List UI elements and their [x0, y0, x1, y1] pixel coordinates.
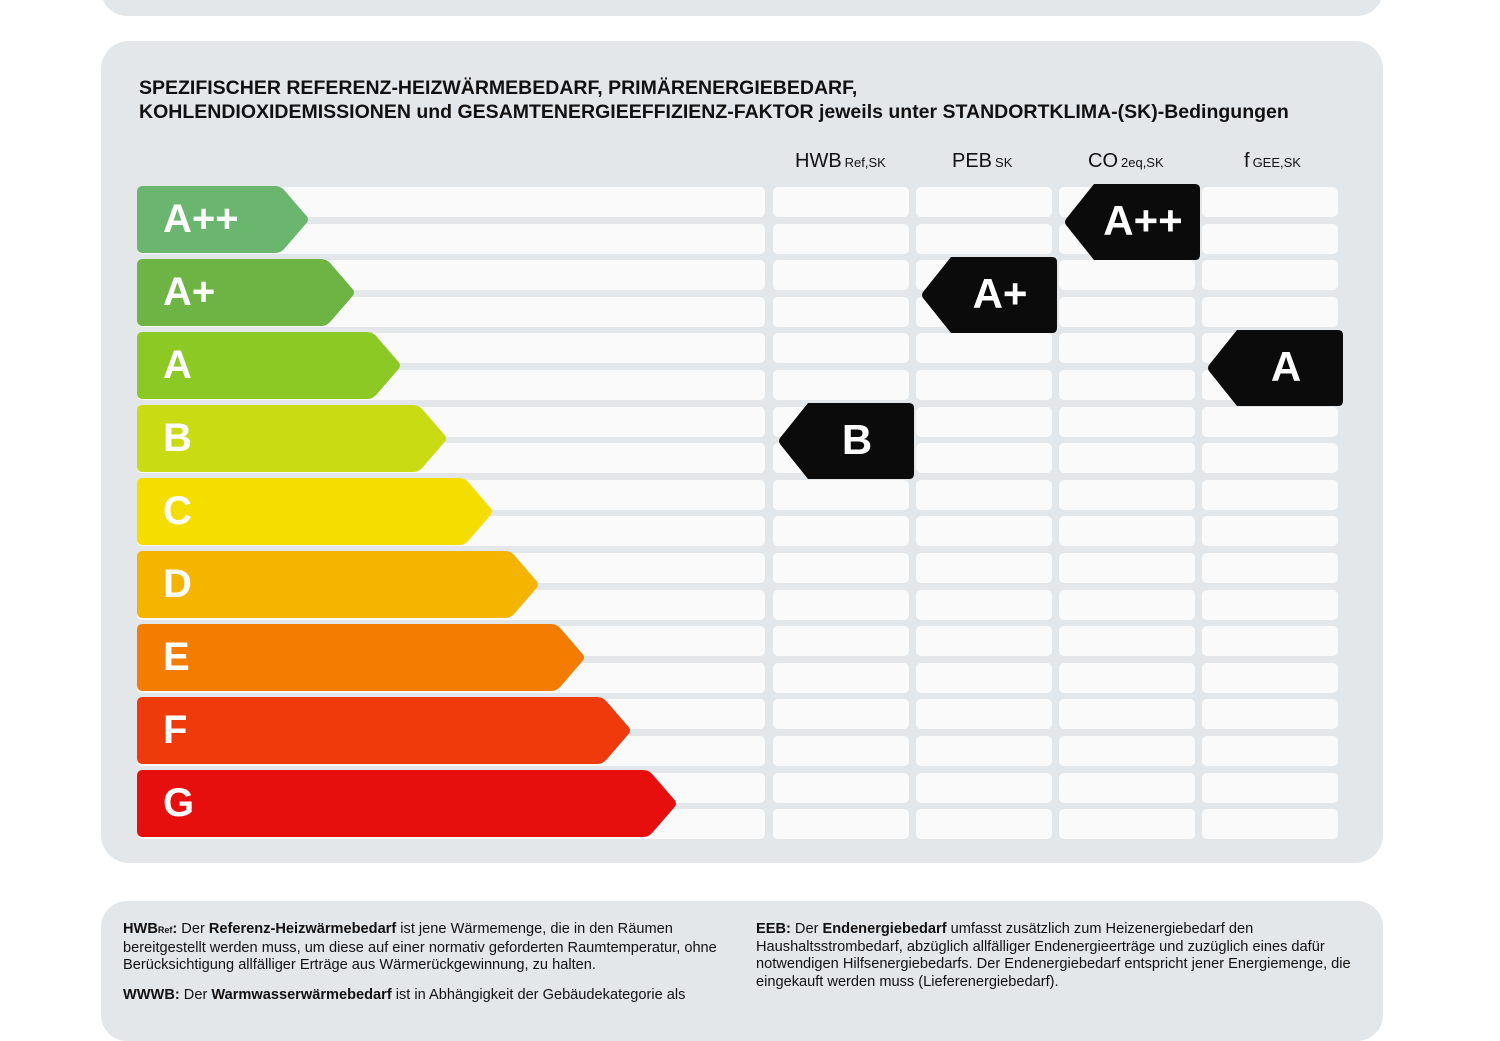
rating-cell	[773, 480, 909, 510]
legend-eeb: EEB: Der Endenergiebedarf umfasst zusätzlich zum Heizenergiebedarf den Haushaltsstrombedarf, abzüglich allfälliger Endenergieerträge und zuzüglich eines dafür notwendigen Hilfsenergiebedarfs. Der Endenergiebedarf entspricht jener Energiemenge, die eingekauft werden muss (Lieferenergiebedarf).	[756, 921, 1351, 990]
scale-arrow-aplus	[137, 259, 355, 326]
rating-cell	[916, 516, 1052, 546]
rating-cell	[773, 809, 909, 839]
rating-cell	[1059, 516, 1195, 546]
scale-arrow-label: F	[163, 708, 188, 752]
rating-cell	[773, 516, 909, 546]
rating-cell	[916, 224, 1052, 254]
column-header-fgee: fGEE,SK	[1244, 150, 1301, 172]
rating-cell	[773, 333, 909, 363]
scale-arrow-label: A	[163, 343, 192, 387]
scale-arrow-a	[137, 332, 401, 399]
rating-cell	[916, 626, 1052, 656]
rating-cell	[916, 809, 1052, 839]
scale-arrow-b	[137, 405, 447, 472]
rating-cell	[916, 553, 1052, 583]
rating-cell	[1202, 626, 1338, 656]
column-header-co2: CO 2eq,SK	[1088, 150, 1164, 172]
rating-cell	[773, 553, 909, 583]
rating-cell	[916, 736, 1052, 766]
rating-cell	[1202, 773, 1338, 803]
rating-cell	[1202, 297, 1338, 327]
rating-badge-label: A	[1270, 343, 1302, 390]
rating-cell	[1059, 699, 1195, 729]
scale-arrow-label: G	[163, 781, 195, 825]
rating-cell	[916, 370, 1052, 400]
rating-badge-label: A++	[1103, 197, 1183, 244]
scale-arrow-label: B	[163, 416, 192, 460]
rating-cell	[916, 590, 1052, 620]
rating-cell	[1202, 699, 1338, 729]
rating-cell	[1059, 370, 1195, 400]
rating-cell	[773, 187, 909, 217]
rating-cell	[1202, 260, 1338, 290]
rating-cell	[773, 699, 909, 729]
rating-cell	[1059, 333, 1195, 363]
scale-arrow-g	[137, 770, 677, 837]
rating-cell	[1202, 187, 1338, 217]
rating-cell	[1202, 553, 1338, 583]
rating-cell	[1059, 553, 1195, 583]
rating-cell	[1202, 736, 1338, 766]
column-header-peb: PEB SK	[952, 150, 1013, 172]
scale-arrow-label: C	[163, 489, 192, 533]
scale-arrow-label: A++	[163, 197, 239, 241]
rating-cell	[916, 773, 1052, 803]
rating-cell	[1202, 407, 1338, 437]
rating-cell	[773, 260, 909, 290]
rating-badge-label: A+	[972, 270, 1028, 317]
rating-cell	[773, 663, 909, 693]
scale-arrow-d	[137, 551, 539, 618]
rating-cell	[1202, 663, 1338, 693]
rating-badge-hwb	[778, 403, 914, 479]
rating-cell	[1059, 480, 1195, 510]
rating-cell	[916, 663, 1052, 693]
rating-badge-label: B	[841, 416, 873, 463]
scale-arrow-f	[137, 697, 631, 764]
rating-badge-fgee	[1207, 330, 1343, 406]
rating-badge-co2	[1064, 184, 1200, 260]
legend-right	[756, 921, 1360, 1003]
rating-cell	[916, 187, 1052, 217]
chart-title-line-2: KOHLENDIOXIDEMISSIONEN und GESAMTENERGIEEFFIZIENZ-FAKTOR jeweils unter STANDORTKLIMA-(SK)-Bedingungen	[139, 101, 1289, 123]
rating-cell	[1059, 663, 1195, 693]
rating-badge-peb	[921, 257, 1057, 333]
chart-title-line-1: SPEZIFISCHER REFERENZ-HEIZWÄRMEBEDARF, PRIMÄRENERGIEBEDARF,	[139, 77, 858, 99]
rating-cell	[1059, 590, 1195, 620]
rating-cell	[1202, 590, 1338, 620]
rating-cell	[773, 224, 909, 254]
legend-left	[123, 921, 723, 1016]
rating-cell	[1202, 809, 1338, 839]
rating-cell	[1202, 480, 1338, 510]
scale-arrow-aplusplus	[137, 186, 309, 253]
rating-cell	[916, 699, 1052, 729]
rating-cell	[1059, 260, 1195, 290]
rating-cell	[1059, 443, 1195, 473]
legend-hwb: HWBRef: Der Referenz-Heizwärmebedarf ist jene Wärmemenge, die in den Räumen bereitgestellt werden muss, um diese auf einer normativ geforderten Raumtemperatur, ohne Berücksichtigung allfälliger Erträge aus Wärmerückgewinnung, zu halten.	[123, 921, 717, 974]
scale-arrow-label: D	[163, 562, 192, 606]
rating-cell	[1202, 443, 1338, 473]
rating-cell	[1059, 736, 1195, 766]
top-panel-edge	[101, 0, 1383, 16]
scale-arrow-c	[137, 478, 493, 545]
chart-title	[139, 76, 1359, 124]
rating-cell	[1059, 773, 1195, 803]
rating-cell	[1202, 224, 1338, 254]
scale-arrow-label: E	[163, 635, 190, 679]
rating-cell	[1059, 407, 1195, 437]
scale-arrow-label: A+	[163, 270, 216, 314]
column-header-hwb: HWB Ref,SK	[795, 150, 886, 172]
rating-cell	[1059, 809, 1195, 839]
rating-cell	[916, 443, 1052, 473]
rating-cell	[773, 590, 909, 620]
rating-cell	[916, 480, 1052, 510]
legend-wwwb: WWWB: Der Warmwasserwärmebedarf ist in Abhängigkeit der Gebäudekategorie als	[123, 986, 686, 1003]
rating-cell	[773, 736, 909, 766]
rating-cell	[916, 407, 1052, 437]
rating-cell	[773, 297, 909, 327]
rating-cell	[773, 370, 909, 400]
rating-cell	[773, 626, 909, 656]
scale-arrow-e	[137, 624, 585, 691]
rating-cell	[1059, 626, 1195, 656]
rating-cell	[916, 333, 1052, 363]
rating-cell	[1059, 297, 1195, 327]
rating-cell	[1202, 516, 1338, 546]
rating-cell	[773, 773, 909, 803]
